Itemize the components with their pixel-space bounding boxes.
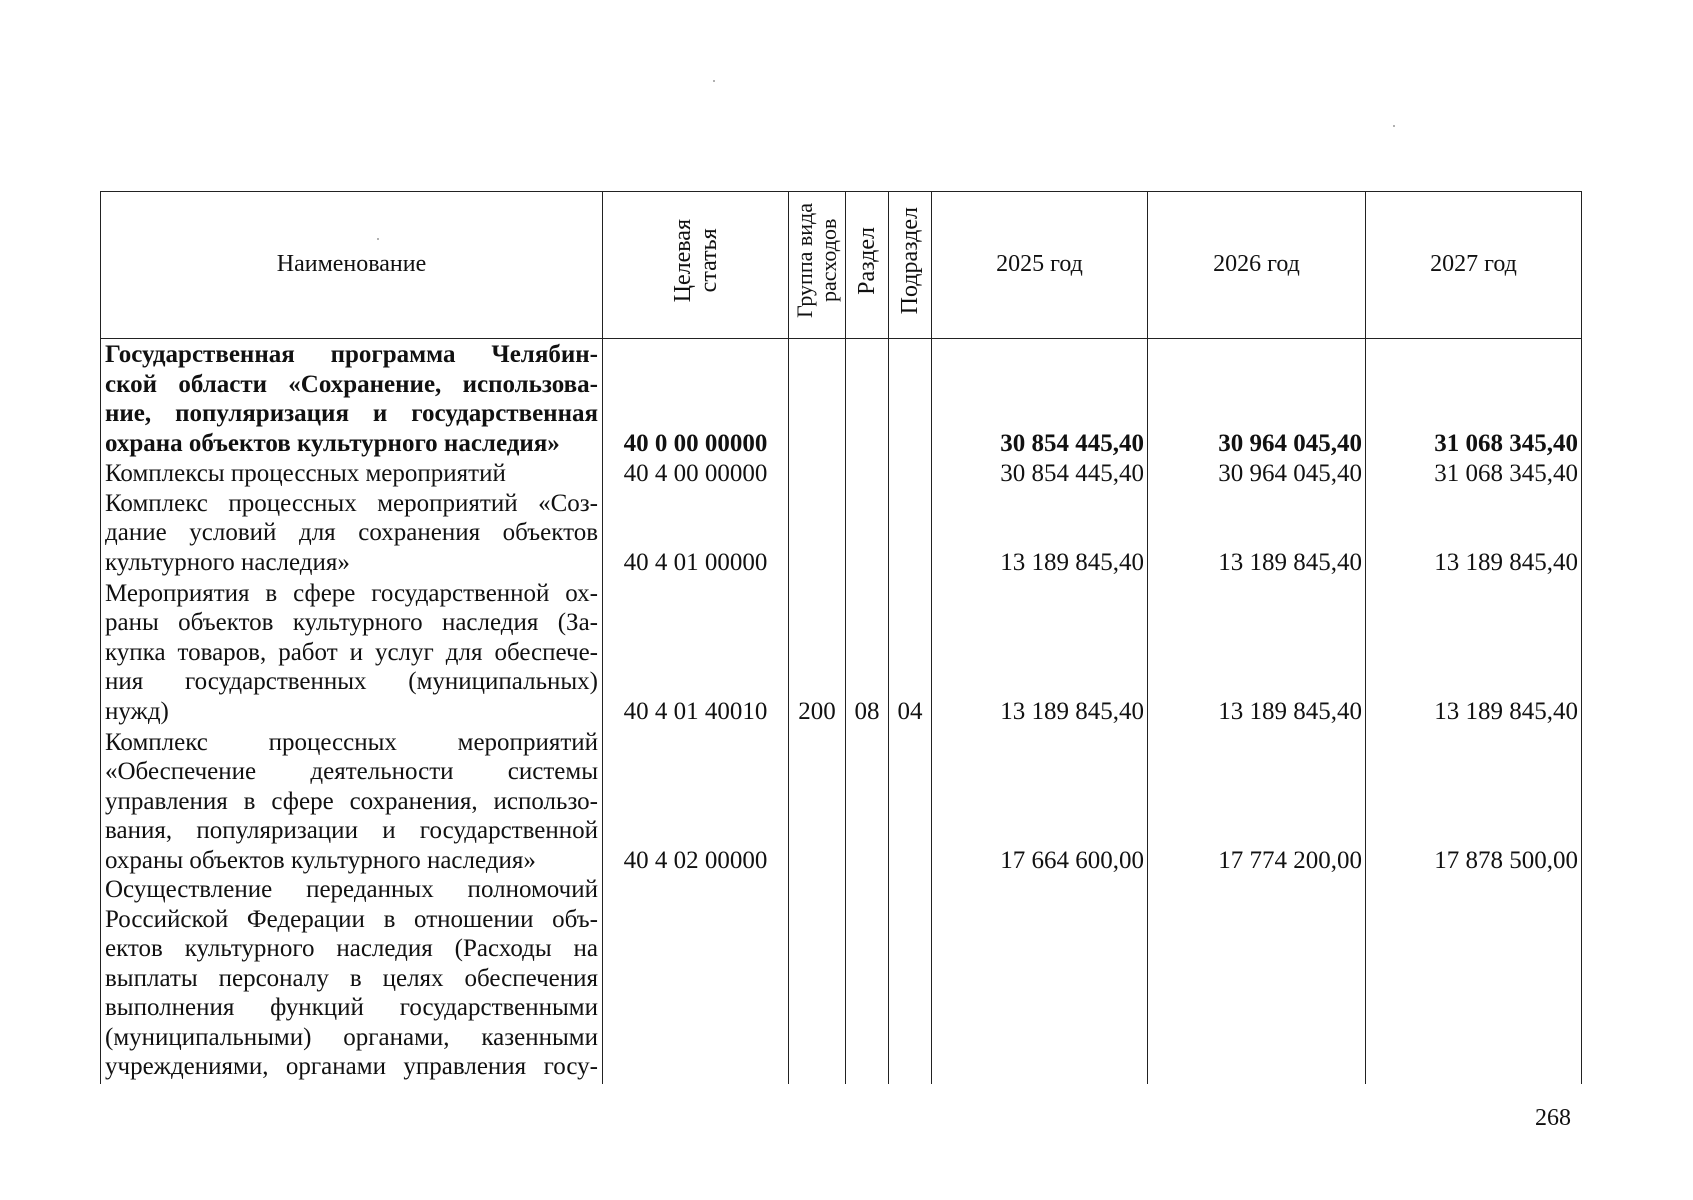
header-2025: 2025 год	[932, 192, 1148, 339]
amount-2026-cell: 30 964 045,40	[1148, 339, 1366, 459]
row-name-line: Государственная программа Челябин-	[105, 341, 598, 369]
amount-2026-cell: 17 774 200,00	[1148, 726, 1366, 875]
section-cell	[846, 726, 889, 875]
expense-group-cell: 200	[789, 577, 846, 726]
row-name	[101, 875, 603, 1084]
row-name-line: вания, популяризации и государственной	[105, 817, 598, 845]
section-cell	[846, 339, 889, 459]
row-name-line: Комплекс процессных мероприятий «Соз-	[105, 489, 598, 517]
row-name-line: ния государственных (муниципальных)	[105, 668, 598, 696]
amount-2027-cell: 13 189 845,40	[1366, 577, 1582, 726]
amount-2026-cell: 30 964 045,40	[1148, 458, 1366, 488]
subsection-cell: 04	[889, 577, 932, 726]
row-name-line: ние, популяризация и государственная	[105, 400, 598, 428]
header-subsection	[889, 192, 932, 339]
table-row	[101, 488, 1582, 577]
row-name-line: Мероприятия в сфере государственной ох-	[105, 579, 598, 607]
header-2027: 2027 год	[1366, 192, 1582, 339]
row-name-line: выполнения функций государственными	[105, 994, 598, 1022]
row-name-line: культурного наследия»	[105, 548, 350, 576]
expense-group-cell	[789, 458, 846, 488]
amount-2027-cell: 13 189 845,40	[1366, 488, 1582, 577]
header-expense-group	[789, 192, 846, 339]
table-row	[101, 458, 1582, 488]
row-name-line: раны объектов культурного наследия (За-	[105, 609, 598, 637]
target-article-cell	[603, 875, 789, 1084]
row-name	[101, 339, 603, 459]
section-cell	[846, 488, 889, 577]
header-row	[101, 192, 1582, 339]
header-target-article	[603, 192, 789, 339]
table-row	[101, 726, 1582, 875]
scan-speck	[377, 238, 379, 240]
amount-2027-cell	[1366, 875, 1582, 1084]
row-name-line: выплаты персоналу в целях обеспечения	[105, 964, 598, 992]
header-group-text: Группа вида расходов	[792, 203, 841, 319]
section-cell: 08	[846, 577, 889, 726]
target-article-cell: 40 4 00 00000	[603, 458, 789, 488]
header-2026: 2026 год	[1148, 192, 1366, 339]
row-name-line: Российской Федерации в отношении объ-	[105, 905, 598, 933]
amount-2026-cell	[1148, 875, 1366, 1084]
expense-group-cell	[789, 875, 846, 1084]
header-section-text: Раздел	[854, 226, 880, 295]
row-name-line: (муниципальными) органами, казенными	[105, 1023, 598, 1051]
amount-2026-cell: 13 189 845,40	[1148, 577, 1366, 726]
row-name	[101, 458, 603, 488]
row-name-line: «Обеспечение деятельности системы	[105, 758, 598, 786]
row-name-line: ской области «Сохранение, использова-	[105, 370, 598, 398]
row-name-line: охраны объектов культурного наследия»	[105, 846, 536, 874]
row-name-line: нужд)	[105, 697, 169, 725]
target-article-cell: 40 0 00 00000	[603, 339, 789, 459]
scan-speck	[1393, 125, 1395, 127]
row-name	[101, 488, 603, 577]
table-row	[101, 339, 1582, 459]
scan-speck	[713, 80, 715, 82]
subsection-cell	[889, 458, 932, 488]
target-article-cell: 40 4 02 00000	[603, 726, 789, 875]
subsection-cell	[889, 726, 932, 875]
row-name-line: ектов культурного наследия (Расходы на	[105, 935, 598, 963]
amount-2025-cell: 13 189 845,40	[932, 488, 1148, 577]
amount-2027-cell: 31 068 345,40	[1366, 339, 1582, 459]
row-name-line: дание условий для сохранения объектов	[105, 519, 598, 547]
amount-2025-cell: 30 854 445,40	[932, 339, 1148, 459]
subsection-cell	[889, 875, 932, 1084]
section-cell	[846, 458, 889, 488]
row-name	[101, 577, 603, 726]
subsection-cell	[889, 488, 932, 577]
expense-group-cell	[789, 726, 846, 875]
row-name-line: Комплексы процессных мероприятий	[105, 459, 506, 487]
header-name: Наименование	[101, 192, 603, 339]
amount-2025-cell	[932, 875, 1148, 1084]
section-cell	[846, 875, 889, 1084]
row-name-line: охрана объектов культурного наследия»	[105, 429, 560, 457]
target-article-cell: 40 4 01 40010	[603, 577, 789, 726]
amount-2025-cell: 17 664 600,00	[932, 726, 1148, 875]
row-name-line: управления в сфере сохранения, использо-	[105, 787, 598, 815]
row-name-line: Комплекс процессных мероприятий	[105, 728, 598, 756]
table-row	[101, 577, 1582, 726]
amount-2025-cell: 30 854 445,40	[932, 458, 1148, 488]
budget-table	[100, 191, 1582, 1084]
header-target-text: Целевая статья	[669, 219, 722, 303]
header-subsection-text: Подраздел	[897, 207, 923, 315]
row-name-line: купка товаров, работ и услуг для обеспече-	[105, 638, 598, 666]
amount-2025-cell: 13 189 845,40	[932, 577, 1148, 726]
expense-group-cell	[789, 488, 846, 577]
amount-2027-cell: 31 068 345,40	[1366, 458, 1582, 488]
amount-2027-cell: 17 878 500,00	[1366, 726, 1582, 875]
page-number: 268	[1535, 1105, 1571, 1131]
row-name	[101, 726, 603, 875]
target-article-cell: 40 4 01 00000	[603, 488, 789, 577]
table-row	[101, 875, 1582, 1084]
amount-2026-cell: 13 189 845,40	[1148, 488, 1366, 577]
header-section	[846, 192, 889, 339]
row-name-line: Осуществление переданных полномочий	[105, 876, 598, 904]
expense-group-cell	[789, 339, 846, 459]
subsection-cell	[889, 339, 932, 459]
row-name-line: учреждениями, органами управления госу-	[105, 1053, 598, 1081]
